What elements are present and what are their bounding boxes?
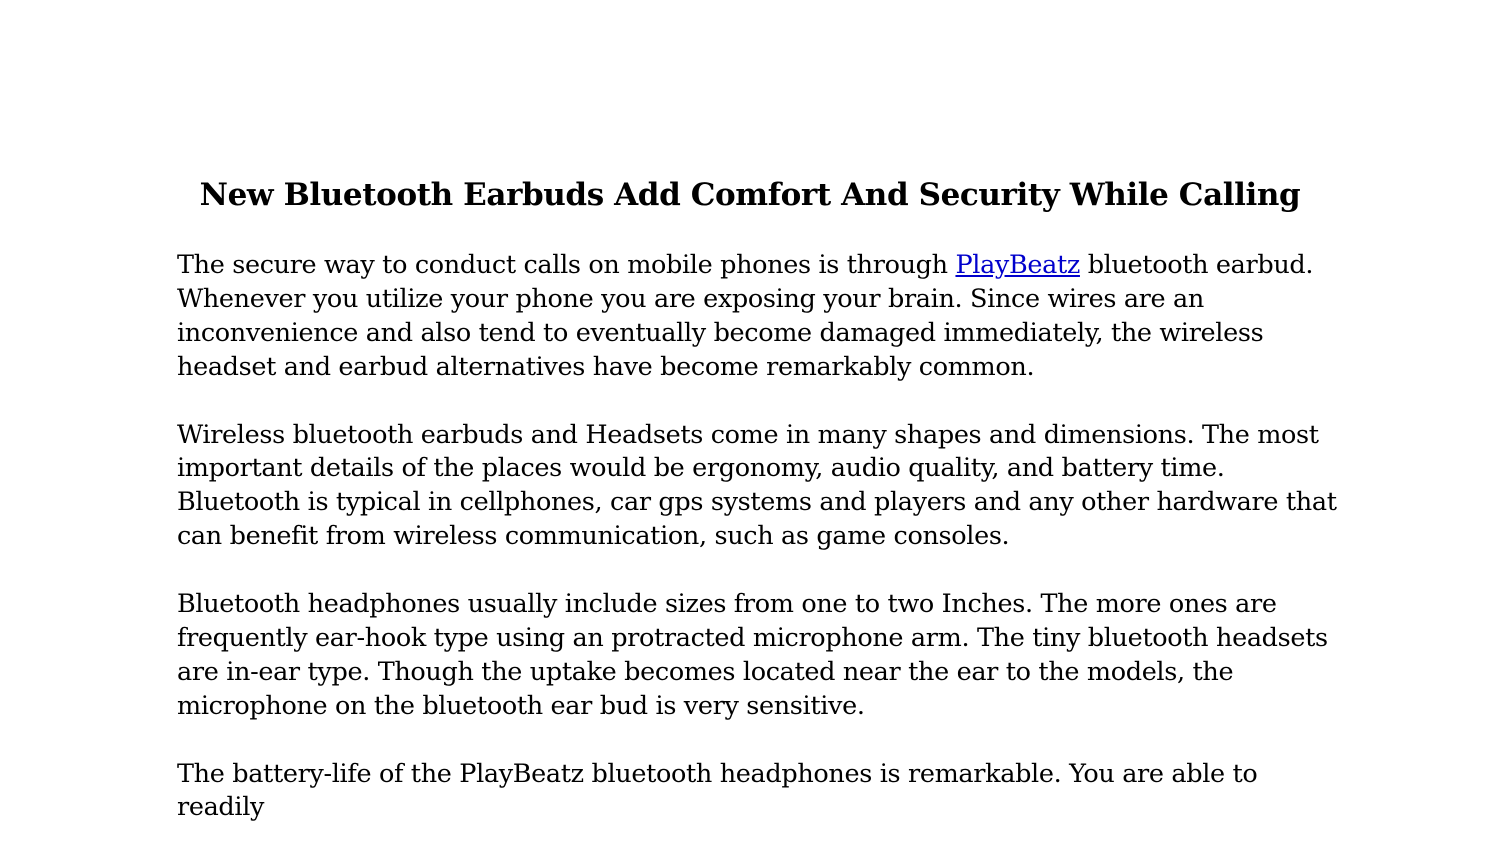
paragraph-3: Bluetooth headphones usually include sizes from one to two Inches. The more ones are frequently ear-hook type using an protracted microphone arm. The tiny bluetooth headsets are in-ear type. Though the uptake becomes located near the ear to the models, the microphone on the bluetooth ear bud is very sensitive. <box>177 589 1328 721</box>
paragraph-1-text-end: bluetooth earbud. Whenever you utilize your phone you are exposing your brain. Since wires are an inconvenience and also tend to eventually become damaged immediately, the wireless headset and earbud alternatives have become remarkably common. <box>177 250 1314 382</box>
paragraph-2: Wireless bluetooth earbuds and Headsets come in many shapes and dimensions. The most important details of the places would be ergonomy, audio quality, and battery time. Bluetooth is typical in cellphones, car gps systems and players and any other hardware that can benefit from wireless communication, such as game consoles. <box>177 419 1337 552</box>
document-body <box>177 249 1337 859</box>
paragraph-1-text-start: The secure way to conduct calls on mobile phones is through <box>177 250 956 280</box>
document-title: New Bluetooth Earbuds Add Comfort And Security While Calling <box>199 177 1301 213</box>
playbeatz-link[interactable]: PlayBeatz <box>955 250 1080 280</box>
paragraph-1 <box>177 249 1337 385</box>
paragraph-4: The battery-life of the PlayBeatz bluetooth headphones is remarkable. You are able to readily <box>177 758 1258 823</box>
